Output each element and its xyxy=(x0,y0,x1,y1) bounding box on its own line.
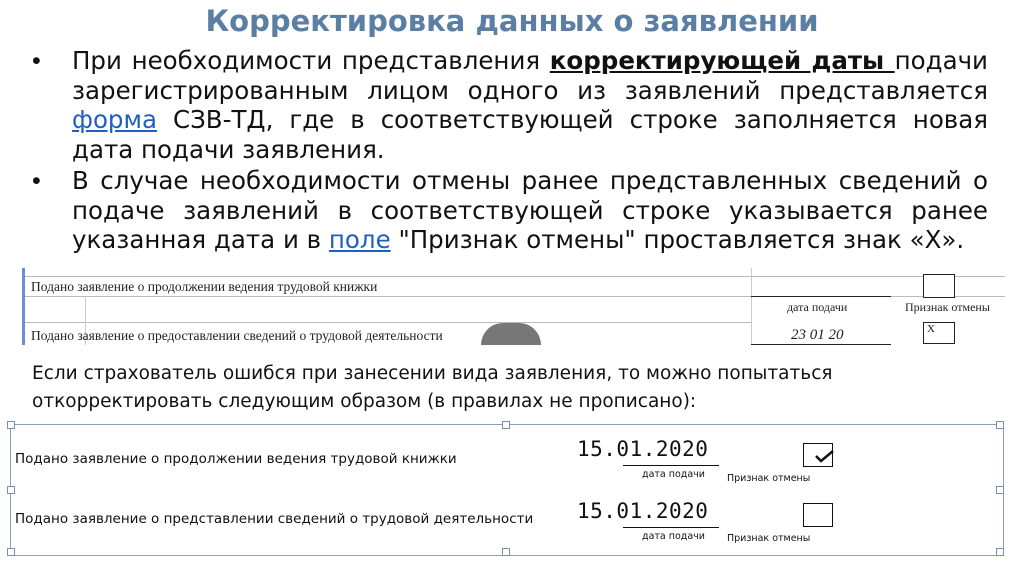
date-underline xyxy=(623,527,719,528)
example-row-1-date-caption: дата подачи xyxy=(642,469,705,480)
divider xyxy=(751,268,752,345)
resize-handle[interactable] xyxy=(502,421,510,429)
bullet-text-1 xyxy=(72,46,988,164)
bullet-2-post: "Признак отмены" проставляется знак «Х». xyxy=(390,225,965,254)
date-underline xyxy=(623,465,719,466)
divider xyxy=(751,344,891,345)
example-row-2-label: Подано заявление о представлении сведений о трудовой деятельности xyxy=(15,511,534,527)
bullet-1-pre: При необходимости представления xyxy=(72,46,550,75)
resize-handle[interactable] xyxy=(996,548,1004,556)
page-title: Корректировка данных о заявлении xyxy=(205,4,819,38)
bullet-dot-icon: • xyxy=(32,47,41,75)
example-row-1-date: 15.01.2020 xyxy=(577,437,709,461)
divider xyxy=(25,276,1005,277)
example-row-2-checkbox[interactable] xyxy=(803,503,833,527)
example-row-2-cancel-caption: Признак отмены xyxy=(727,533,811,544)
example-row-2-date-caption: дата подачи xyxy=(642,531,705,542)
resize-handle[interactable] xyxy=(7,486,15,494)
example-form xyxy=(10,424,1004,556)
divider xyxy=(751,296,891,297)
resize-handle[interactable] xyxy=(996,421,1004,429)
note-text: Если страхователь ошибся при занесении вида заявления, то можно попытаться откорректировать следующим образом (в правилах не прописано): xyxy=(32,363,833,412)
scan-checkbox-cancel xyxy=(923,322,955,344)
bullet-item-2 xyxy=(28,166,988,255)
scanned-form xyxy=(22,268,1009,345)
bullet-text-2 xyxy=(72,166,988,255)
resize-handle[interactable] xyxy=(996,486,1004,494)
check-mark-icon xyxy=(804,442,834,466)
scan-date-header: дата подачи xyxy=(787,300,848,314)
scan-cancel-mark: X xyxy=(927,323,935,335)
form-link[interactable]: форма xyxy=(72,105,157,134)
scan-row-2: Подано заявление о предоставлении сведений о трудовой деятельности xyxy=(31,328,443,343)
divider xyxy=(25,322,751,323)
example-row-2-date: 15.01.2020 xyxy=(577,499,709,523)
example-row-1-cancel-caption: Признак отмены xyxy=(727,473,811,484)
bullet-dot-icon: • xyxy=(32,167,41,195)
bullet-1-mid: подачи зарегистрированным лицом одного из заявлений представляется xyxy=(72,46,988,105)
scan-checkbox-top xyxy=(923,274,955,298)
field-link[interactable]: поле xyxy=(328,225,391,254)
bullet-1-bold: корректирующей даты xyxy=(549,46,895,75)
scan-cancel-header: Признак отмены xyxy=(905,300,990,314)
example-row-1-checkbox[interactable] xyxy=(803,443,833,467)
bullet-2-pre: В случае необходимости отмены ранее представленных сведений о подаче заявлений в соответствующей строке указывается ранее указанная дата и в xyxy=(72,166,988,254)
scan-smudge xyxy=(481,323,541,345)
bullet-1-post: СЗВ-ТД, где в соответствующей строке заполняется новая дата подачи заявления. xyxy=(72,105,988,164)
scan-date-value: 23 01 20 xyxy=(791,327,844,343)
example-row-1-label: Подано заявление о продолжении ведения трудовой книжки xyxy=(15,451,457,467)
resize-handle[interactable] xyxy=(7,421,15,429)
resize-handle[interactable] xyxy=(502,548,510,556)
bullet-item-1 xyxy=(28,46,988,164)
bullet-list xyxy=(28,46,988,257)
scan-row-1: Подано заявление о продолжении ведения трудовой книжки xyxy=(31,279,378,294)
resize-handle[interactable] xyxy=(7,548,15,556)
